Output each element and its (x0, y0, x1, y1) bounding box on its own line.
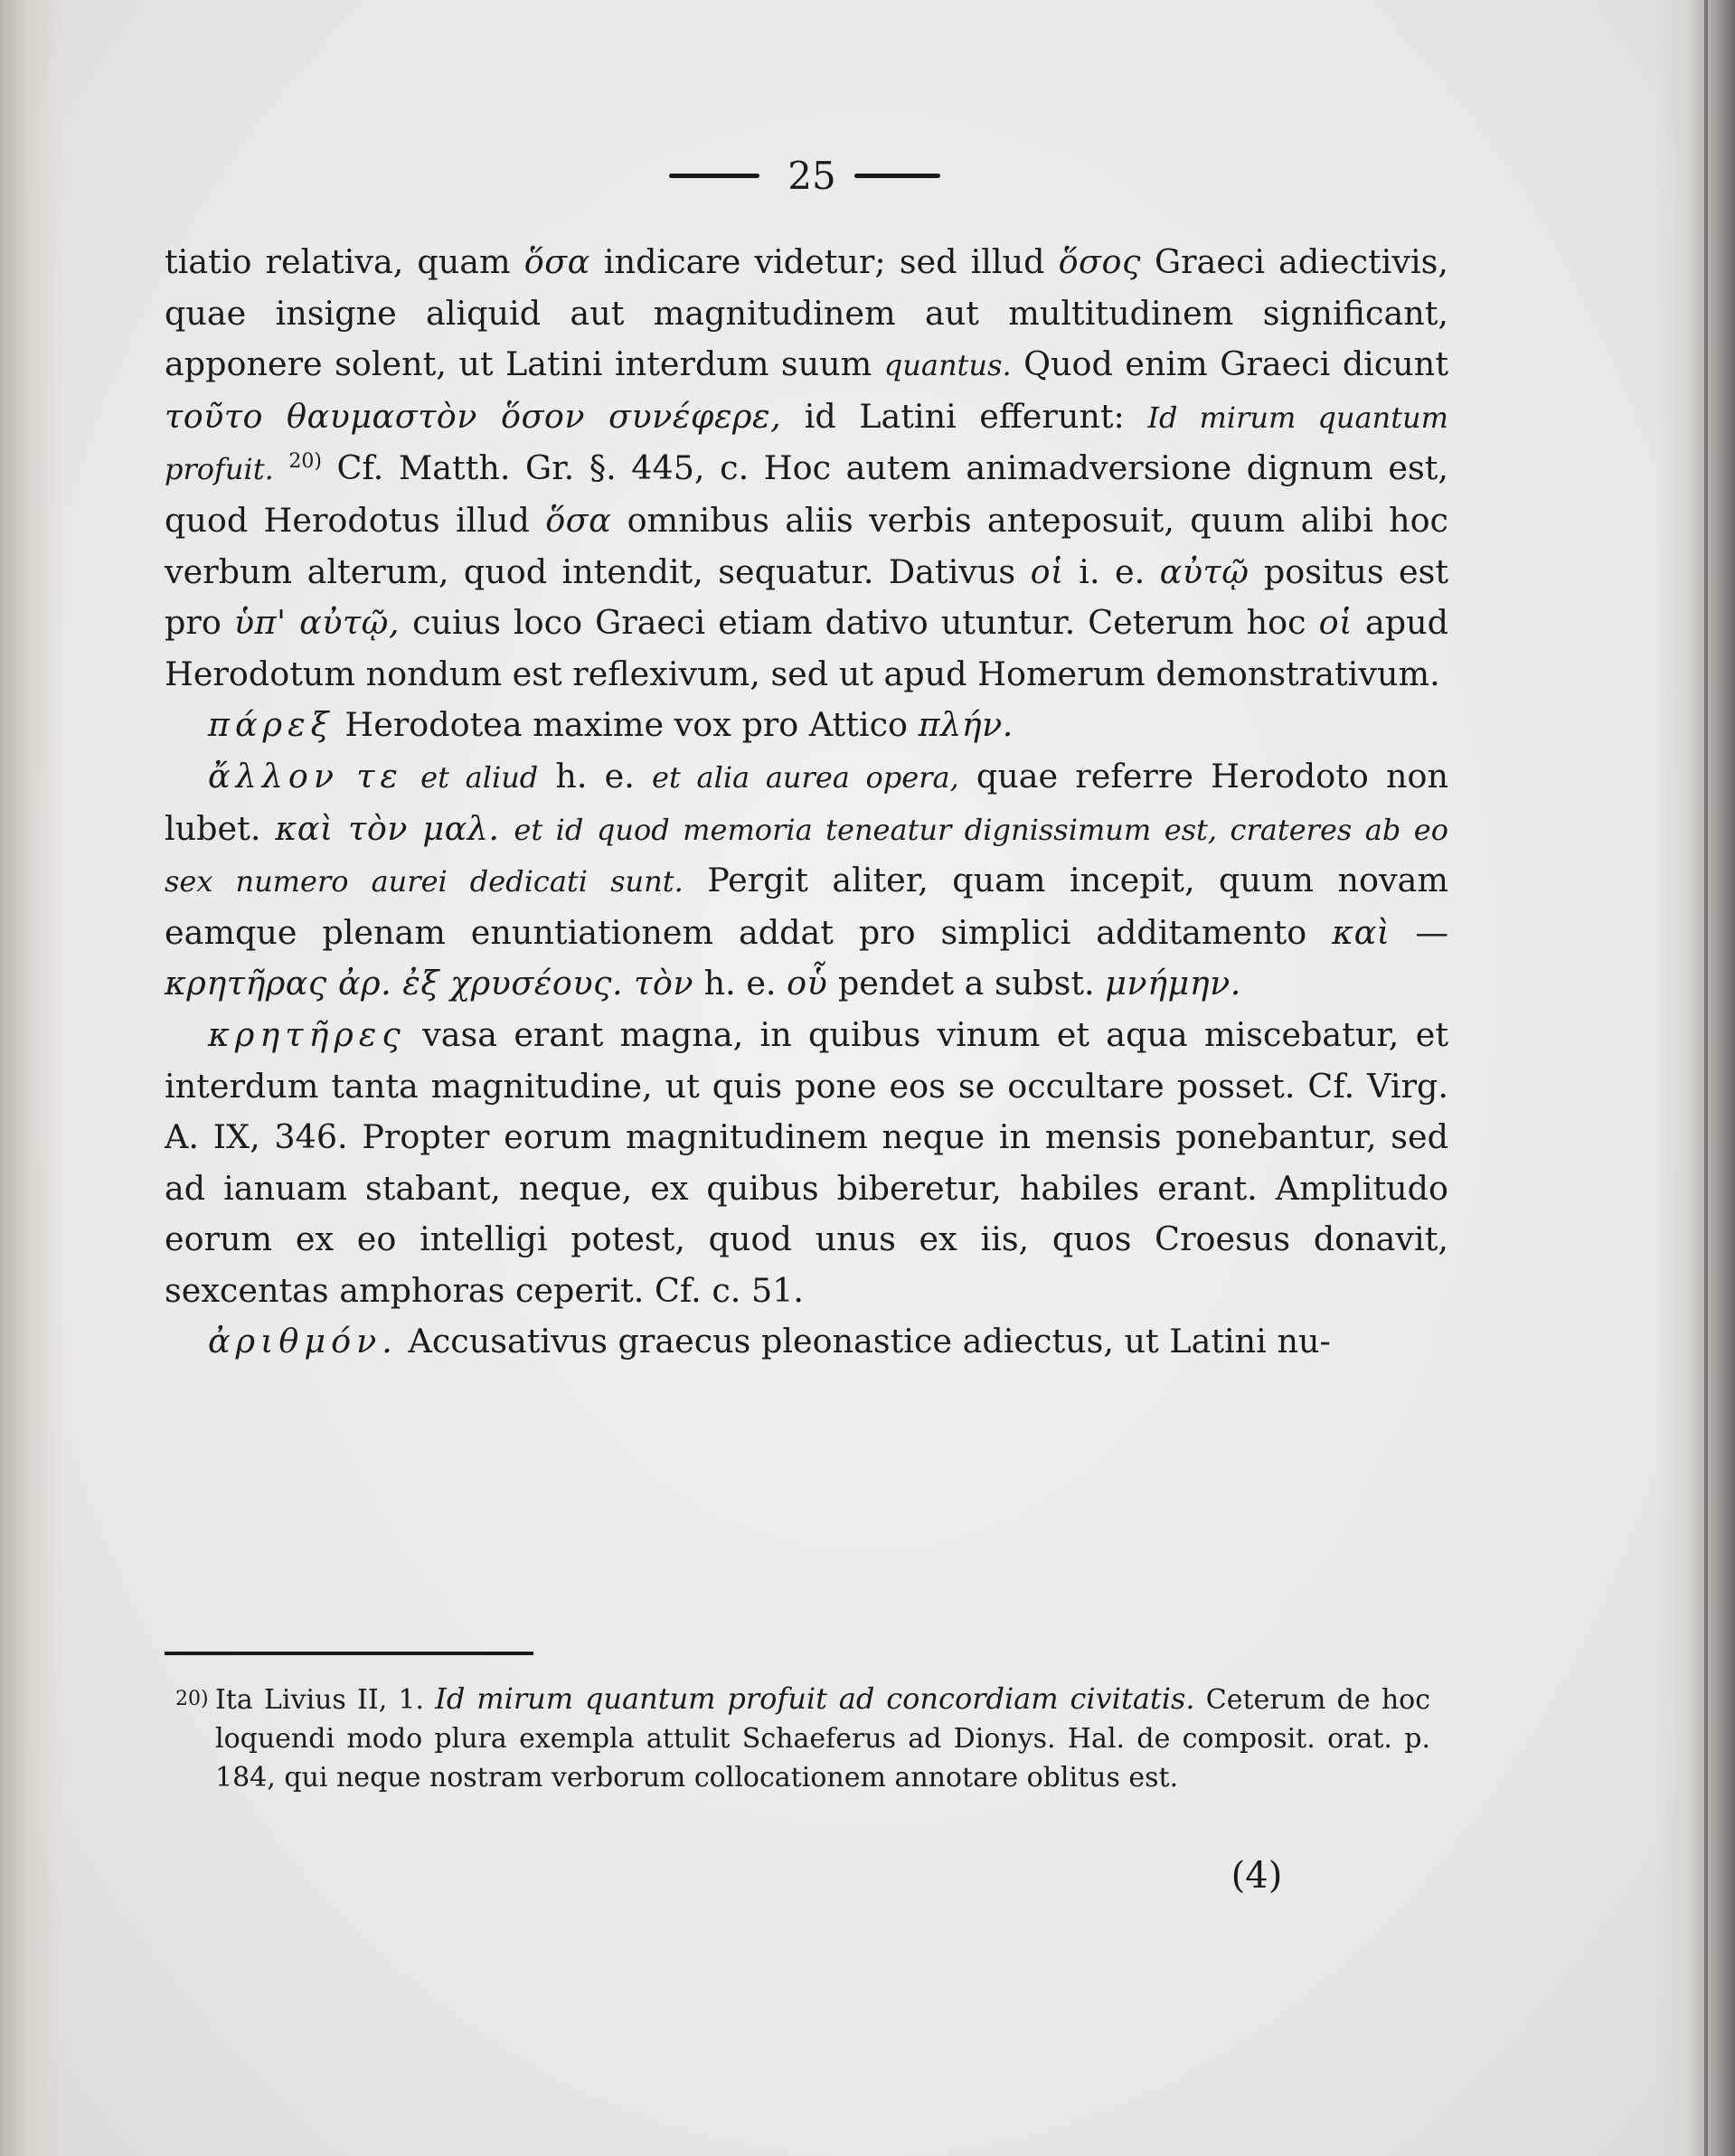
text-run: pendet a subst. (827, 964, 1106, 1003)
text-run: indicare videtur; sed illud (589, 242, 1059, 281)
greek-term: οἱ (1318, 603, 1353, 643)
text-run: i. e. (1063, 551, 1160, 591)
lemma: τε (356, 756, 404, 796)
text-run: Accusativus graecus pleonastice adiectus, ut Latini nu- (397, 1322, 1331, 1361)
text-run: Ita Livius II, 1. (215, 1684, 436, 1716)
latin-italic: Id mirum quantum profuit. (165, 400, 1449, 487)
text-run: positus est pro (165, 551, 1449, 643)
text-run: vasa erant magna, in quibus vinum et aqua miscebatur, et interdum tanta magnitudine, ut quis pone eos se occultare posset. Cf. Virg. A. IX, 346. Propter eorum magnitudinem neque in mensis ponebantur, sed ad ianuam stabant, neque, ex quibus biberetur, habiles erant. Amplitudo eorum ex eo intelligi potest, quod unus ex iis, quos Croesus donavit, sexcentas amphoras ceperit. Cf. c. 51. (165, 1014, 1448, 1310)
text-run: Herodotea maxime vox pro Attico (334, 705, 919, 745)
text-run: Quod enim Graeci dicunt (1011, 344, 1448, 384)
greek-term: ὅσος (1058, 242, 1141, 281)
page-gutter-right (1654, 0, 1735, 2156)
greek-term: οὗ (787, 964, 828, 1003)
greek-phrase: κρητῆρας ἀρ. ἐξ χρυσέους. τὸν (165, 964, 694, 1003)
latin-italic: et id quod memoria teneatur dignissimum est, crateres ab eo sex numero aurei dedicati sunt. (165, 812, 1449, 899)
footnote-rule (165, 1652, 533, 1655)
paragraph-2 (165, 700, 1448, 751)
gathering-signature: (4) (1231, 1855, 1283, 1897)
text-run: Cf. Matth. Gr. §. 445, c. Hoc autem animadversione dignum est, quod Herodotus illud (165, 448, 1448, 540)
lemma: πάρεξ (208, 705, 335, 745)
header-rule-right (854, 174, 940, 178)
text-run: Ceterum de hoc loquendi modo plura exempla attulit Schaeferus ad Dionys. Hal. de composit. orat. p. 184, qui neque nostram verborum collocationem annotare oblitus est. (215, 1684, 1430, 1794)
lemma: κρητῆρες (208, 1014, 406, 1054)
greek-term: ὑπ' αὐτῷ, (233, 603, 401, 643)
text-run: tiatio relativa, quam (165, 242, 524, 281)
greek-term: καὶ (1332, 912, 1391, 952)
latin-italic: et alia aurea opera, (652, 759, 959, 795)
footnote (175, 1680, 1430, 1797)
paragraph-3 (165, 751, 1448, 1010)
paragraph-1 (165, 237, 1448, 700)
text-run: quae referre Herodoto non lubet. (165, 756, 1449, 848)
latin-italic: quantus. (883, 348, 1012, 383)
main-text (165, 237, 1448, 1368)
latin-italic: et aliud (420, 759, 539, 795)
lemma: ἀριθμόν. (208, 1322, 398, 1361)
footnote-mark: 20) (175, 1688, 209, 1710)
text-run: id Latini efferunt: (781, 396, 1148, 436)
text-run: cuius loco Graeci etiam dativo utuntur. Ceterum hoc (400, 603, 1319, 643)
text-run: Pergit aliter, quam incepit, quum novam eamque plenam enuntiationem addat pro simplici additamento (165, 861, 1448, 952)
paragraph-4 (165, 1010, 1448, 1317)
greek-phrase: καὶ τὸν μαλ. (275, 808, 500, 848)
text-run: omnibus aliis verbis anteposuit, quum alibi hoc verbum alterum, quod intendit, sequatur. Dativus (165, 500, 1448, 591)
header-rule-left (669, 174, 759, 178)
page-number: 25 (787, 154, 836, 198)
page-gutter-left (0, 0, 63, 2156)
lemma: ἄλλον (208, 756, 340, 796)
greek-term: μνήμην. (1105, 964, 1241, 1003)
text-run: — (1390, 912, 1448, 952)
latin-italic: Id mirum quantum profuit ad concordiam civitatis. (435, 1681, 1195, 1716)
greek-term: πλήν. (918, 705, 1014, 745)
greek-term: ὅσα (523, 242, 590, 281)
greek-phrase: τοῦτο θαυμαστὸν ὅσον συνέφερε, (165, 396, 782, 436)
greek-term: ὅσα (545, 500, 612, 540)
greek-term: αὐτῷ (1159, 551, 1249, 591)
text-run: h. e. (538, 756, 653, 796)
text-run: apud Herodotum nondum est reflexivum, sed ut apud Homerum demonstrativum. (165, 603, 1448, 693)
text-run: Graeci adiectivis, quae insigne aliquid aut magnitudinem aut multitudinem significant, apponere solent, ut Latini interdum suum (165, 242, 1448, 384)
paragraph-5 (165, 1316, 1448, 1368)
page-header (669, 154, 940, 217)
text-run: h. e. (693, 964, 787, 1003)
footnote-reference: 20) (288, 450, 322, 474)
greek-term: οἱ (1030, 551, 1064, 591)
